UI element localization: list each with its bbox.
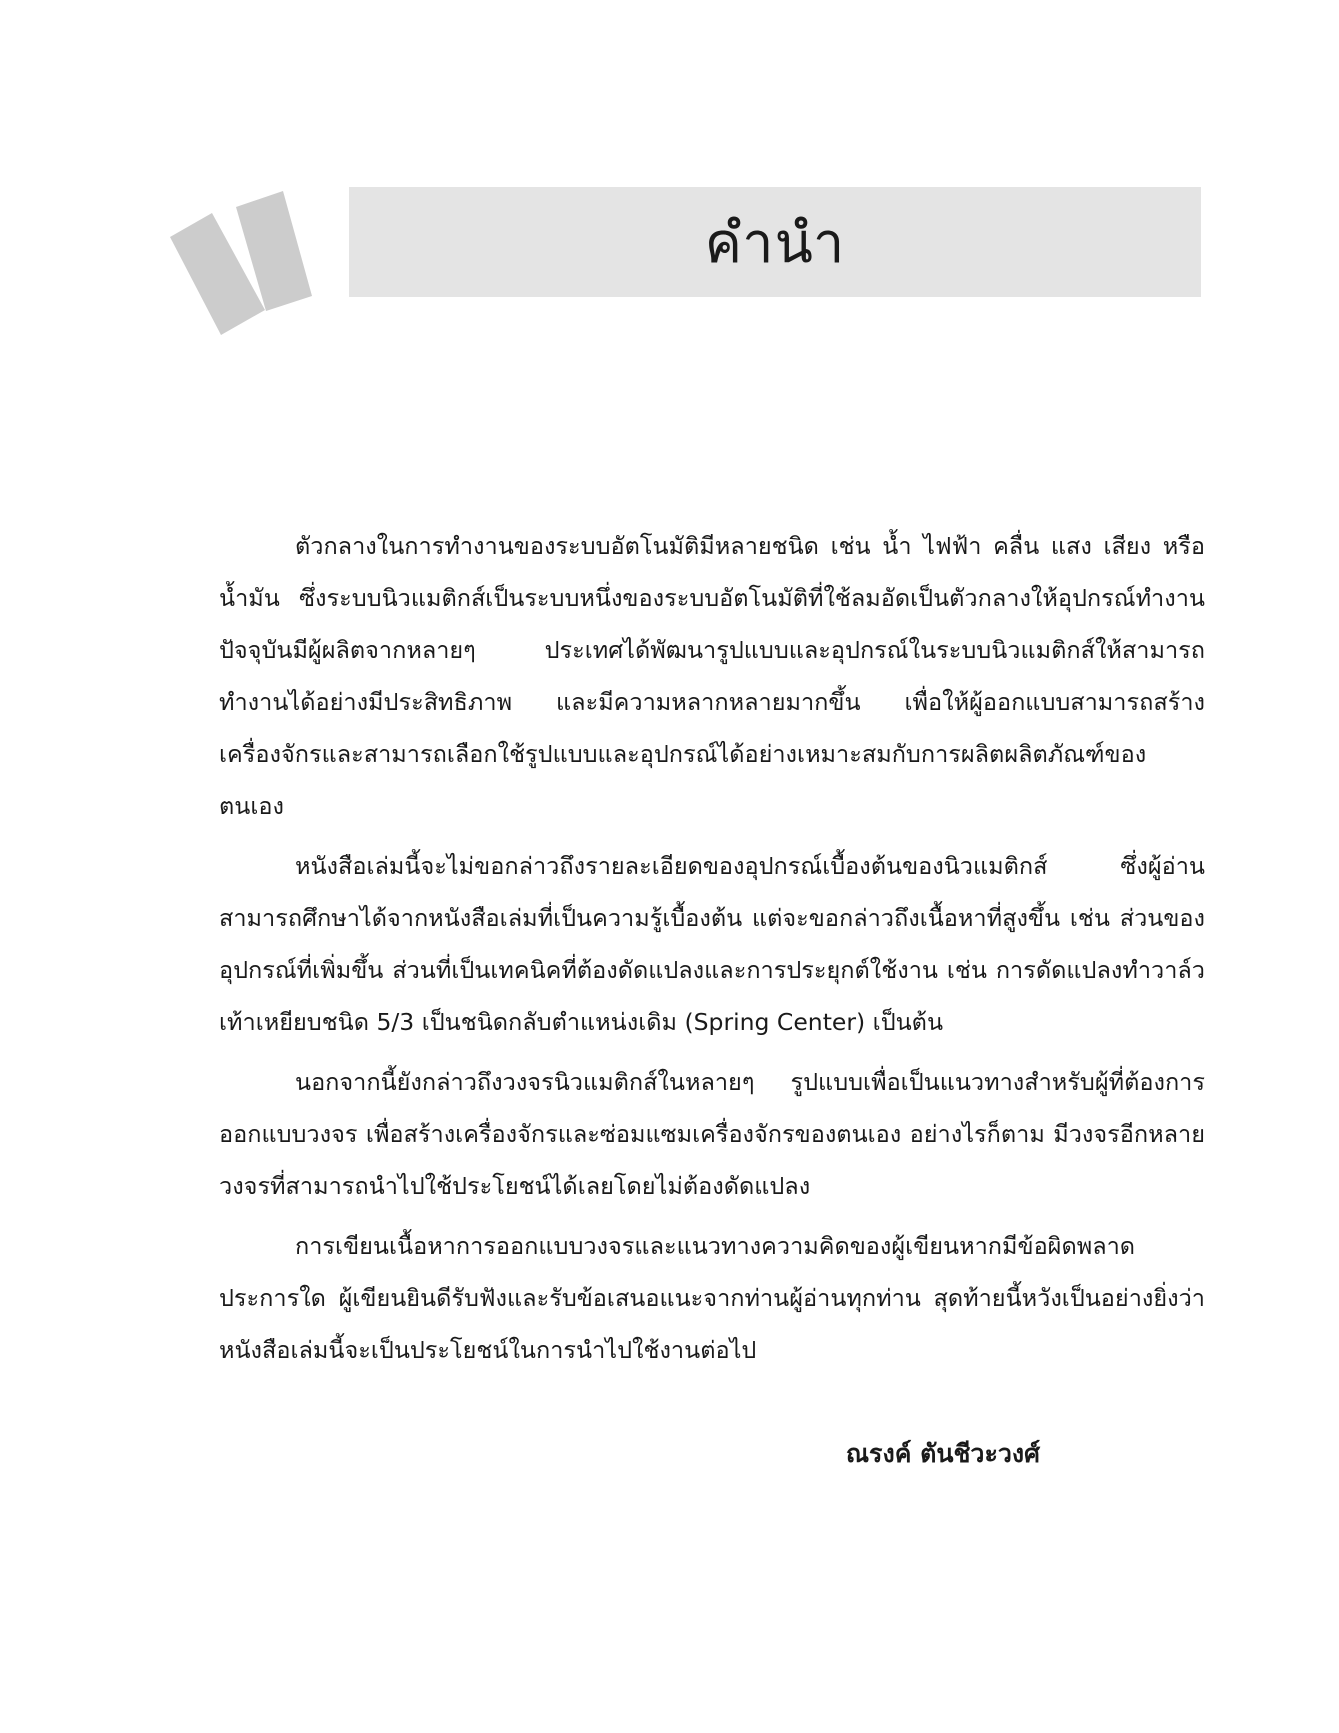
quote-mark-icon (160, 185, 360, 355)
paragraph-4: การเขียนเนื้อหาการออกแบบวงจรและแนวทางความคิดของผู้เขียนหากมีข้อผิดพลาดประการใด ผู้เขียนยินดีรับฟังและรับข้อเสนอแนะจากท่านผู้อ่านทุกท่าน สุดท้ายนี้หวังเป็นอย่างยิ่งว่าหนังสือเล่มนี้จะเป็นประโยชน์ในการนำไปใช้งานต่อไป (219, 1232, 1205, 1364)
author-signature: ณรงค์ ตันชีวะวงศ์ (845, 1439, 1040, 1468)
paragraph-3: นอกจากนี้ยังกล่าวถึงวงจรนิวแมติกส์ในหลายๆ รูปแบบเพื่อเป็นแนวทางสำหรับผู้ที่ต้องการออกแบบวงจร เพื่อสร้างเครื่องจักรและซ่อมแซมเครื่องจักรของตนเอง อย่างไรก็ตาม มีวงจรอีกหลายวงจรที่สามารถนำไปใช้ประโยชน์ได้เลยโดยไม่ต้องดัดแปลง (219, 1068, 1205, 1200)
paragraph-1: ตัวกลางในการทำงานของระบบอัตโนมัติมีหลายชนิด เช่น น้ำ ไฟฟ้า คลื่น แสง เสียง หรือน้ำมัน ซึ่งระบบนิวแมติกส์เป็นระบบหนึ่งของระบบอัตโนมัติที่ใช้ลมอัดเป็นตัวกลางให้อุปกรณ์ทำงาน ปัจจุบันมีผู้ผลิตจากหลายๆ ประเทศได้พัฒนารูปแบบและอุปกรณ์ในระบบนิวแมติกส์ให้สามารถทำงานได้อย่างมีประสิทธิภาพ และมีความหลากหลายมากขึ้น เพื่อให้ผู้ออกแบบสามารถสร้างเครื่องจักรและสามารถเลือกใช้รูปแบบและอุปกรณ์ได้อย่างเหมาะสมกับการผลิตผลิตภัณฑ์ของตนเอง (219, 532, 1205, 820)
preface-body (219, 520, 1205, 1384)
page-title: คำนำ (704, 210, 846, 276)
paragraph-2: หนังสือเล่มนี้จะไม่ขอกล่าวถึงรายละเอียดของอุปกรณ์เบื้องต้นของนิวแมติกส์ ซึ่งผู้อ่านสามารถศึกษาได้จากหนังสือเล่มที่เป็นความรู้เบื้องต้น แต่จะขอกล่าวถึงเนื้อหาที่สูงขึ้น เช่น ส่วนของอุปกรณ์ที่เพิ่มขึ้น ส่วนที่เป็นเทคนิคที่ต้องดัดแปลงและการประยุกต์ใช้งาน เช่น การดัดแปลงทำวาล์วเท้าเหยียบชนิด 5/3 เป็นชนิดกลับตำแหน่งเดิม (Spring Center) เป็นต้น (219, 852, 1205, 1036)
